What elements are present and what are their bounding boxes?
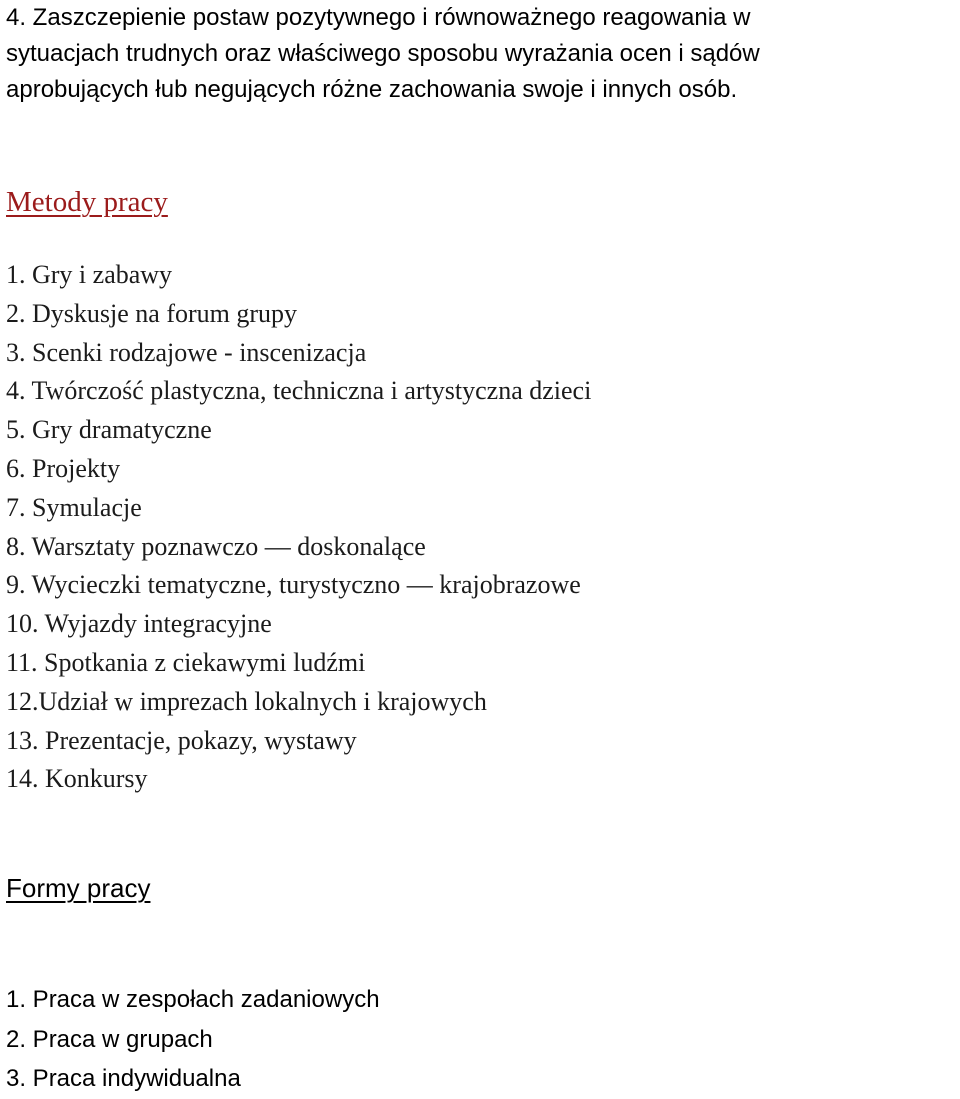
list-item: 8. Warsztaty poznawczo — doskonalące <box>6 531 426 561</box>
list-item: 2. Praca w grupach <box>6 1025 213 1053</box>
list-item: 13. Prezentacje, pokazy, wystawy <box>6 725 357 755</box>
list-item: 3. Praca indywidualna <box>6 1065 241 1092</box>
methods-heading: Metody pracy <box>6 186 168 218</box>
list-item: 7. Symulacje <box>6 492 142 522</box>
intro-line: sytuacjach trudnych oraz właściwego sposobu wyrażania ocen i sądów <box>6 40 760 67</box>
list-item: 14. Konkursy <box>6 764 148 794</box>
forms-list <box>6 980 380 1099</box>
list-item: 11. Spotkania z ciekawymi ludźmi <box>6 647 366 677</box>
methods-list <box>6 256 591 799</box>
list-item: 3. Scenki rodzajowe - inscenizacja <box>6 337 367 367</box>
list-item: 5. Gry dramatyczne <box>6 415 212 445</box>
list-item: 6. Projekty <box>6 453 121 483</box>
list-item: 2. Dyskusje na forum grupy <box>6 298 298 328</box>
document-page <box>6 0 956 1092</box>
list-item: 1. Gry i zabawy <box>6 260 173 289</box>
list-item: 1. Praca w zespołach zadaniowych <box>6 986 380 1013</box>
intro-line: 4. Zaszczepienie postaw pozytywnego i równoważnego reagowania w <box>6 4 751 31</box>
list-item: 4. Twórczość plastyczna, techniczna i artystyczna dzieci <box>6 376 592 406</box>
intro-paragraph <box>6 0 956 108</box>
list-item: 10. Wyjazdy integracyjne <box>6 609 272 639</box>
forms-heading: Formy pracy <box>6 873 151 903</box>
list-item: 12.Udział w imprezach lokalnych i krajowych <box>6 686 487 716</box>
list-item: 9. Wycieczki tematyczne, turystyczno — krajobrazowe <box>6 570 581 600</box>
intro-line: aprobujących łub negujących różne zachowania swoje i innych osób. <box>6 76 738 103</box>
